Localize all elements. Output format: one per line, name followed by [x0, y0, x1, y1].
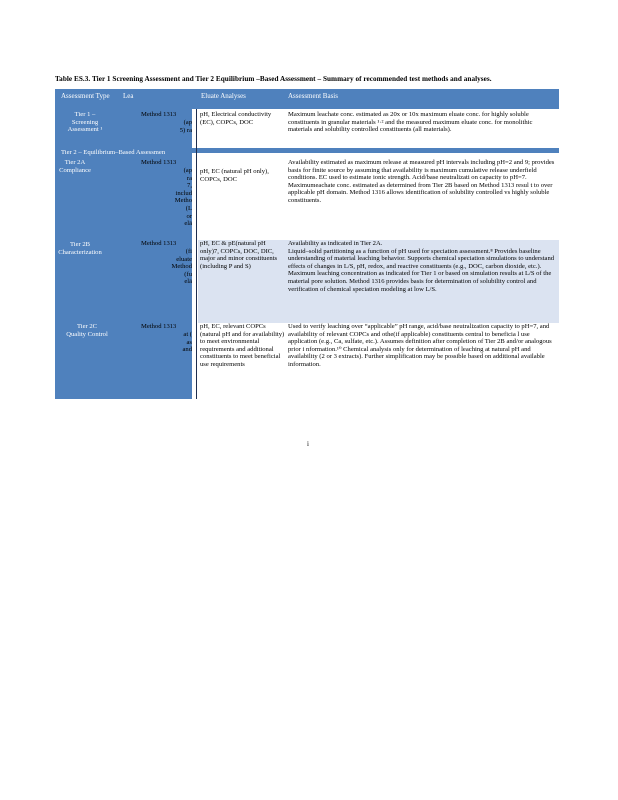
table-header-row — [55, 89, 559, 109]
method-fragment-tier2a: (ap ra 7, includ Metho (L or elā — [174, 167, 192, 228]
method-fragment-tier2b: (fi eluate Method (fu elā — [171, 248, 192, 286]
eluate-tier2a: pH, EC (natural pH only), COPCs, DOC — [200, 168, 269, 183]
basis-tier2c: Used to verify leaching over “applicable” pH range, acid/base neutralization capacity to pH=7, and availability of relevant COPCs and othe(if applicable) constituents central to beneficia l use application (e.g., Ca, sulfate, etc.). Assumes definition after completion of Tier 2B and/or analogous prior i nformation.¹⁰ Chemical analysis only for determination of leaching at natural pH and availability (2 or 3 extracts). Further simplification may be possible based on additional available information. — [288, 323, 552, 368]
header-assessment-basis: Assessment Basis — [288, 92, 338, 100]
header-eluate-analyses: Eluate Analyses — [201, 92, 246, 100]
row-label-tier2b: Tier 2B Characterization — [58, 241, 102, 256]
section-tier2-label: Tier 2 – Equilibrium–Based Assessmen — [61, 149, 166, 156]
method-fragment-tier1: (ap 5) ra — [179, 119, 192, 134]
column-divider — [196, 109, 197, 399]
method-tier2b: Method 1313 — [141, 240, 177, 247]
basis-tier1: Maximum leachate conc. estimated as 20x or 10x maximum eluate conc. for highly soluble constituents in granular materials ¹·² and the measured maximum eluate conc. for monolithic materials and solubility controlled constituents (all materials). — [288, 111, 533, 134]
basis-tier2b: Availability as indicated in Tier 2A. Liquid–solid partitioning as a function of pH used for speciation assessment.⁸ Provides baseline understanding of material leaching behavior. Supports chemical speciation simulations to understand effects of changes in L/S, pH, redox, and reactive constituents (e.g., DOC, carbon dioxide, etc.). Maximum leaching concentration as indicated for Tier 1 or based on simulation results at L/S of the material pore solution. Method 1316 provides basis for determination of solubility control and verification of chemical speciation modeling at low L/S. — [288, 240, 555, 293]
eluate-tier1: pH, Electrical conductivity (EC), COPCs, DOC — [200, 111, 272, 126]
table-caption: Table ES.3. Tier 1 Screening Assessment and Tier 2 Equilibrium –Based Assessment – Summary of recommended test methods and analyses. — [55, 75, 492, 83]
method-tier2a: Method 1313 — [141, 159, 177, 166]
summary-table — [55, 89, 559, 399]
method-tier1: Method 1313 — [141, 111, 177, 118]
row-label-tier1: Tier 1 – Screening Assessment ¹ — [67, 111, 103, 134]
method-fragment-tier2c: at ( as and — [182, 331, 192, 354]
header-leaching-test: Lea — [123, 92, 134, 100]
basis-tier2a: Availability estimated as maximum release at measured pH intervals including pH=2 and 9; provides basis for finite source by assuming that availability is maximum cumulative release underfield conditions. EC used to estimate ionic strength. Acid/base neutralizati on capacity to pH=7. Maximumeachate conc. estimated as determined from Tier 2B based on Method 1313 resul t to over applicable pH domain. Method 1316 allows identification of solubility controlled vs highly soluble constituents. — [288, 159, 555, 204]
method-tier2c: Method 1313 — [141, 323, 177, 330]
eluate-tier2b: pH, EC & pE(natural pH only)7, COPCs, DOC, DIC, major and minor constituents (including P and S) — [200, 240, 278, 270]
header-assessment-type: Assessment Type — [61, 92, 110, 100]
row-label-tier2a: Tier 2A Compliance — [59, 159, 91, 174]
page-number: i — [307, 440, 309, 448]
row-label-tier2c: Tier 2C Quality Control — [66, 323, 108, 338]
eluate-tier2c: pH, EC, relevant COPCs (natural pH and for availability) to meet environmental requirements and additional constituents to meet beneficial use requirements — [200, 323, 285, 368]
